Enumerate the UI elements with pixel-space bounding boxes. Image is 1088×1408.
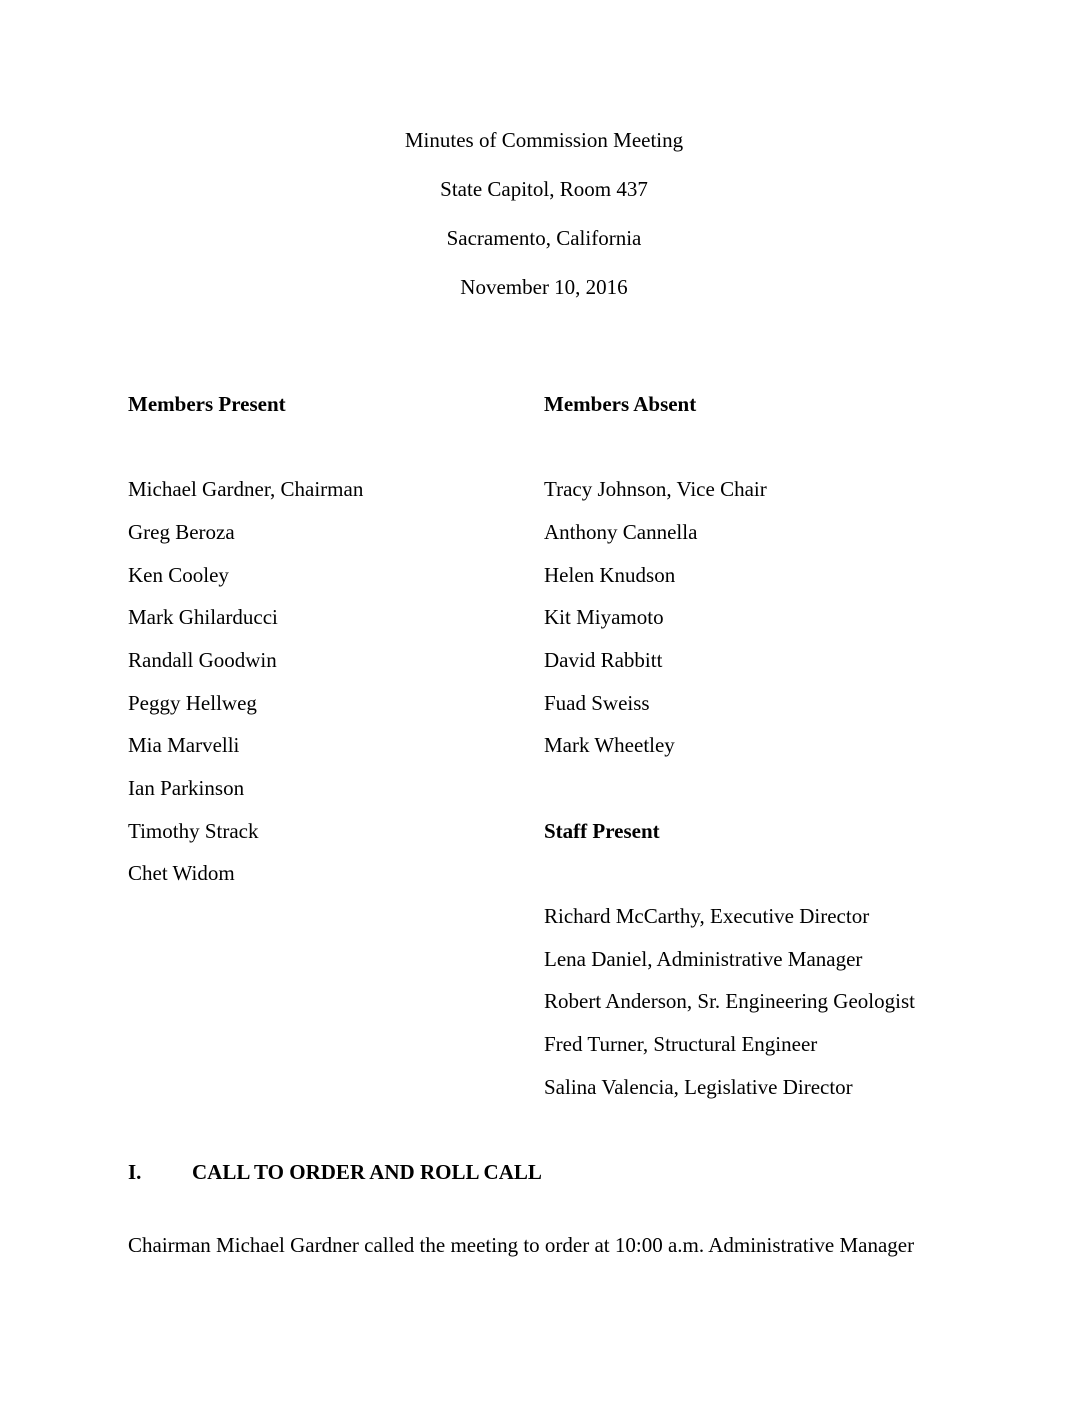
list-item: Robert Anderson, Sr. Engineering Geologist xyxy=(544,989,915,1013)
list-item: Tracy Johnson, Vice Chair xyxy=(544,477,767,501)
list-item: Helen Knudson xyxy=(544,563,676,587)
list-item: Kit Miyamoto xyxy=(544,605,664,629)
list-item: Ian Parkinson xyxy=(128,776,245,800)
staff-present-heading: Staff Present xyxy=(544,819,660,843)
list-item: Michael Gardner, Chairman xyxy=(128,477,364,501)
list-item: Mark Ghilarducci xyxy=(128,605,278,629)
list-item: Peggy Hellweg xyxy=(128,691,257,715)
list-item: Greg Beroza xyxy=(128,520,235,544)
list-item: Fuad Sweiss xyxy=(544,691,650,715)
meeting-date: November 10, 2016 xyxy=(460,275,628,299)
list-item: Lena Daniel, Administrative Manager xyxy=(544,947,863,971)
list-item: Richard McCarthy, Executive Director xyxy=(544,904,870,928)
members-present-heading: Members Present xyxy=(128,392,286,416)
section-body-text: Chairman Michael Gardner called the meeting to order at 10:00 a.m. Administrative Manager xyxy=(128,1233,915,1257)
list-item: Mia Marvelli xyxy=(128,733,240,757)
members-absent-heading: Members Absent xyxy=(544,392,697,416)
list-item: Timothy Strack xyxy=(128,819,259,843)
list-item: Salina Valencia, Legislative Director xyxy=(544,1075,853,1099)
list-item: Anthony Cannella xyxy=(544,520,698,544)
list-item: Chet Widom xyxy=(128,861,235,885)
list-item: Fred Turner, Structural Engineer xyxy=(544,1032,818,1056)
list-item: Mark Wheetley xyxy=(544,733,675,757)
section-title: CALL TO ORDER AND ROLL CALL xyxy=(192,1160,542,1184)
meeting-location: State Capitol, Room 437 xyxy=(440,177,648,201)
section-number: I. xyxy=(128,1160,142,1184)
list-item: David Rabbitt xyxy=(544,648,663,672)
document-title: Minutes of Commission Meeting xyxy=(404,128,684,152)
list-item: Ken Cooley xyxy=(128,563,229,587)
meeting-city: Sacramento, California xyxy=(446,226,642,250)
list-item: Randall Goodwin xyxy=(128,648,277,672)
